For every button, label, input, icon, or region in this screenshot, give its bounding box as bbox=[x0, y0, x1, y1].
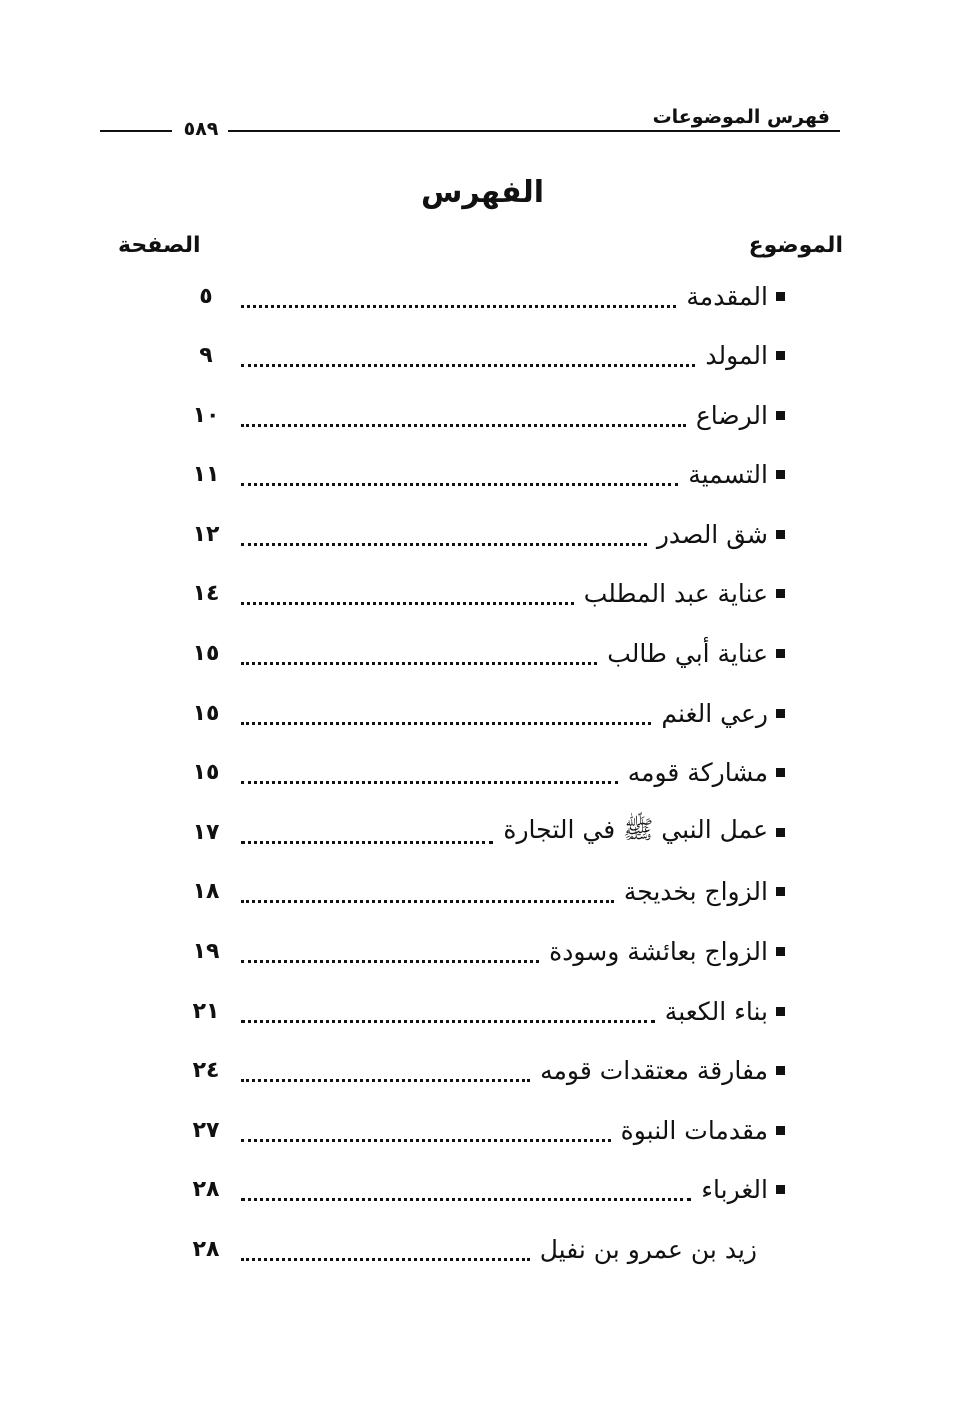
toc-entry bbox=[185, 1102, 785, 1162]
toc-entry bbox=[185, 447, 785, 507]
toc-entry-label: الزواج بعائشة وسودة bbox=[549, 937, 768, 967]
toc-entry-page: ٩ bbox=[199, 343, 213, 369]
toc-list bbox=[185, 268, 785, 1281]
running-header bbox=[100, 100, 840, 140]
dot-leader bbox=[241, 418, 686, 427]
toc-entry bbox=[185, 1162, 785, 1222]
dot-leader bbox=[241, 656, 597, 665]
toc-entry bbox=[185, 745, 785, 805]
dot-leader bbox=[241, 775, 618, 784]
dot-leader bbox=[241, 596, 574, 605]
bullet-icon bbox=[776, 292, 785, 301]
toc-entry bbox=[185, 864, 785, 924]
bullet-icon bbox=[776, 1066, 785, 1075]
toc-entry bbox=[185, 268, 785, 328]
toc-entry-label: الزواج بخديجة bbox=[623, 877, 768, 907]
toc-entry-page: ١٥ bbox=[192, 760, 220, 786]
toc-entry-page: ١٨ bbox=[192, 879, 220, 905]
toc-entry-page: ١٩ bbox=[192, 939, 220, 965]
bullet-icon bbox=[776, 1007, 785, 1016]
toc-entry-page: ٢١ bbox=[192, 998, 220, 1024]
toc-entry bbox=[185, 1043, 785, 1103]
dot-leader bbox=[241, 1133, 611, 1142]
header-rule-right bbox=[228, 130, 840, 132]
toc-entry bbox=[185, 566, 785, 626]
dot-leader bbox=[241, 477, 678, 486]
bullet-icon bbox=[776, 887, 785, 896]
bullet-icon bbox=[776, 709, 785, 718]
toc-entry bbox=[185, 328, 785, 388]
dot-leader bbox=[241, 954, 539, 963]
toc-entry-page: ١٠ bbox=[192, 402, 220, 428]
toc-entry-page: ٥ bbox=[199, 283, 213, 309]
toc-entry bbox=[185, 387, 785, 447]
toc-entry-label: المولد bbox=[705, 341, 768, 371]
toc-entry-label: مشاركة قومه bbox=[627, 758, 768, 788]
toc-entry-label: الغرباء bbox=[701, 1175, 768, 1205]
toc-entry-label: عناية عبد المطلب bbox=[583, 579, 768, 609]
toc-entry-label: عناية أبي طالب bbox=[607, 639, 768, 669]
bullet-icon bbox=[776, 411, 785, 420]
toc-entry-label: مفارقة معتقدات قومه bbox=[540, 1056, 768, 1086]
column-header-topic: الموضوع bbox=[748, 233, 843, 258]
dot-leader bbox=[241, 1252, 530, 1261]
toc-entry-page: ١٢ bbox=[192, 521, 220, 547]
toc-entry-label: مقدمات النبوة bbox=[620, 1115, 768, 1145]
dot-leader bbox=[241, 299, 676, 308]
bullet-icon bbox=[776, 768, 785, 777]
bullet-icon bbox=[776, 649, 785, 658]
toc-entry-page: ١٧ bbox=[192, 819, 220, 845]
toc-entry-page: ١٤ bbox=[192, 581, 220, 607]
toc-entry-page: ٢٧ bbox=[192, 1117, 220, 1143]
toc-entry bbox=[185, 626, 785, 686]
dot-leader bbox=[241, 1073, 530, 1082]
toc-entry-label: عمل النبي ﷺ في التجارة bbox=[503, 814, 768, 844]
toc-entry bbox=[185, 1222, 785, 1282]
header-page-number: ٥٨٩ bbox=[183, 118, 219, 140]
toc-entry bbox=[185, 924, 785, 984]
toc-entry bbox=[185, 804, 785, 864]
dot-leader bbox=[241, 537, 647, 546]
bullet-icon bbox=[776, 530, 785, 539]
dot-leader bbox=[241, 358, 695, 367]
toc-entry-page: ١١ bbox=[192, 462, 220, 488]
toc-entry-label: شق الصدر bbox=[656, 519, 768, 549]
toc-entry bbox=[185, 983, 785, 1043]
header-rule-left bbox=[100, 130, 172, 132]
bullet-icon bbox=[776, 1185, 785, 1194]
toc-entry-page: ٢٤ bbox=[192, 1058, 220, 1084]
bullet-icon bbox=[776, 589, 785, 598]
header-title: فهرس الموضوعات bbox=[652, 106, 830, 128]
toc-entry-label: الرضاع bbox=[695, 400, 768, 430]
bullet-icon bbox=[776, 828, 785, 837]
toc-entry-page: ٢٨ bbox=[192, 1237, 220, 1262]
page-title: الفهرس bbox=[420, 175, 544, 210]
toc-entry-label: التسمية bbox=[688, 460, 768, 490]
dot-leader bbox=[241, 835, 493, 844]
toc-entry-page: ١٥ bbox=[192, 641, 220, 667]
bullet-icon bbox=[776, 1126, 785, 1135]
toc-entry-label: رعي الغنم bbox=[661, 698, 768, 728]
dot-leader bbox=[241, 1014, 655, 1023]
toc-entry bbox=[185, 685, 785, 745]
dot-leader bbox=[241, 894, 614, 903]
dot-leader bbox=[241, 1192, 691, 1201]
toc-entry-label: المقدمة bbox=[686, 281, 768, 311]
toc-entry-label: زيد بن عمرو بن نفيل bbox=[539, 1235, 757, 1264]
dot-leader bbox=[241, 716, 651, 725]
column-header-page: الصفحة bbox=[118, 233, 201, 258]
toc-entry-page: ١٥ bbox=[192, 700, 220, 726]
toc-entry-label: بناء الكعبة bbox=[664, 996, 768, 1026]
bullet-icon bbox=[776, 947, 785, 956]
toc-entry-page: ٢٨ bbox=[192, 1177, 220, 1203]
toc-entry bbox=[185, 506, 785, 566]
bullet-icon bbox=[776, 470, 785, 479]
bullet-icon bbox=[776, 351, 785, 360]
